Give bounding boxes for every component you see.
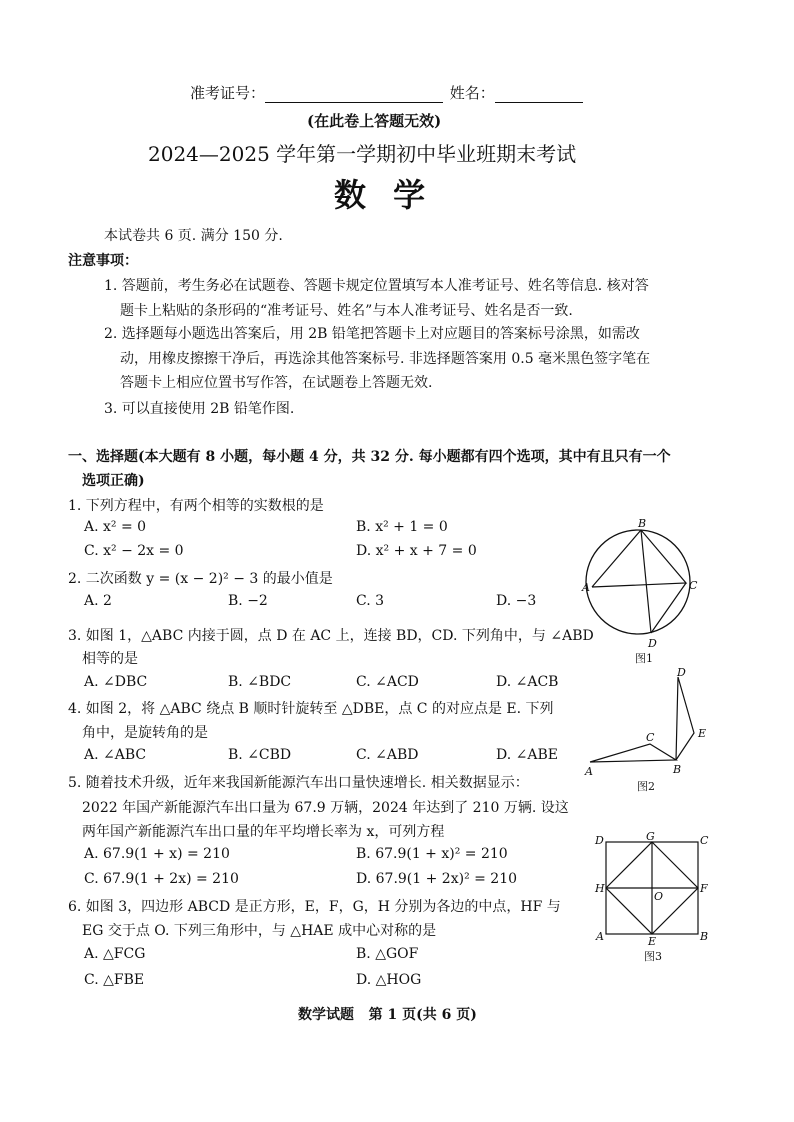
q6-option-c: C. △FBE <box>84 972 145 988</box>
notice-line: 题卡上粘贴的条形码的“准考证号、姓名”与本人准考证号、姓名是否一致. <box>120 303 573 319</box>
fig3-label: A <box>596 930 604 943</box>
q1-option-a: A. x² = 0 <box>84 519 147 535</box>
fig1-label: C <box>689 579 698 592</box>
q3-stem-cont: 相等的是 <box>82 651 138 667</box>
exam-title: 2024—2025 学年第一学期初中毕业班期末考试 <box>148 142 577 166</box>
q5-option-d: D. 67.9(1 + 2x)² = 210 <box>356 871 518 887</box>
q1-option-d: D. x² + x + 7 = 0 <box>356 543 477 559</box>
q5-option-c: C. 67.9(1 + 2x) = 210 <box>84 871 239 887</box>
fig3-label: G <box>646 830 655 843</box>
notice-line: 3. 可以直接使用 2B 铅笔作图. <box>104 401 295 417</box>
q1-stem: 1. 下列方程中，有两个相等的实数根的是 <box>68 498 324 514</box>
figure-2 <box>582 665 712 800</box>
q4-stem: 4. 如图 2，将 △ABC 绕点 B 顺时针旋转至 △DBE，点 C 的对应点是 E. 下列 <box>68 701 554 717</box>
name-label: 姓名： <box>449 84 495 102</box>
fig3-label: B <box>700 930 709 943</box>
fig2-label: D <box>677 666 686 679</box>
figure-1 <box>578 515 708 665</box>
exam-id-blank <box>265 86 443 103</box>
q5-option-b: B. 67.9(1 + x)² = 210 <box>356 846 508 862</box>
fig2-label: E <box>698 727 707 740</box>
q1-option-b: B. x² + 1 = 0 <box>356 519 448 535</box>
q2-option-b: B. −2 <box>228 593 268 609</box>
fig2-label: A <box>585 765 593 778</box>
invalid-note: (在此卷上答题无效) <box>307 112 442 130</box>
q2-option-a: A. 2 <box>84 593 112 609</box>
q6-stem-cont: EG 交于点 O. 下列三角形中，与 △HAE 成中心对称的是 <box>82 923 437 939</box>
q2-option-c: C. 3 <box>356 593 385 609</box>
q6-option-a: A. △FCG <box>84 946 146 962</box>
fig3-label: D <box>595 834 604 847</box>
q3-option-a: A. ∠DBC <box>84 674 148 690</box>
page-footer: 数学试题 第 1 页(共 6 页) <box>298 1007 477 1023</box>
q6-option-d: D. △HOG <box>356 972 422 988</box>
notice-line: 答题卡上相应位置书写作答，在试题卷上答题无效. <box>120 375 433 391</box>
fig3-label: C <box>700 834 709 847</box>
fig2-caption: 图2 <box>637 780 655 793</box>
fig3-caption: 图3 <box>644 950 662 963</box>
q2-option-d: D. −3 <box>496 593 537 609</box>
subject-title: 数 学 <box>334 176 434 214</box>
fig1-label: D <box>648 637 657 650</box>
notice-line: 动，用橡皮擦擦干净后，再选涂其他答案标号. 非选择题答案用 0.5 毫米黑色签字笔在 <box>120 351 651 367</box>
section-heading-cont: 选项正确) <box>82 473 145 489</box>
q4-option-a: A. ∠ABC <box>84 747 147 763</box>
section-heading: 一、选择题(本大题有 8 小题，每小题 4 分，共 32 分. 每小题都有四个选项，其中有且只有一个 <box>68 449 671 465</box>
q3-option-b: B. ∠BDC <box>228 674 292 690</box>
q1-option-c: C. x² − 2x = 0 <box>84 543 184 559</box>
fig1-label: B <box>638 517 647 530</box>
q5-option-a: A. 67.9(1 + x) = 210 <box>84 846 230 862</box>
notice-title: 注意事项： <box>68 253 138 269</box>
q3-option-d: D. ∠ACB <box>496 674 559 690</box>
figure-3 <box>592 828 717 968</box>
fig1-label: A <box>582 581 590 594</box>
q6-stem: 6. 如图 3，四边形 ABCD 是正方形，E，F，G，H 分别为各边的中点，HF 与 <box>68 899 561 915</box>
q4-stem-cont: 角中，是旋转角的是 <box>82 725 208 741</box>
q5-stem: 5. 随着技术升级，近年来我国新能源汽车出口量快速增长. 相关数据显示： <box>68 775 529 791</box>
q3-stem: 3. 如图 1，△ABC 内接于圆，点 D 在 AC 上，连接 BD，CD. 下列角中，与 ∠ABD <box>68 628 594 644</box>
notice-line: 1. 答题前，考生务必在试题卷、答题卡规定位置填写本人准考证号、姓名等信息. 核对答 <box>104 278 649 294</box>
q2-stem: 2. 二次函数 y = (x − 2)² − 3 的最小值是 <box>68 571 333 587</box>
fig3-label: E <box>648 935 657 948</box>
fig2-label: C <box>646 731 655 744</box>
q4-option-c: C. ∠ABD <box>356 747 419 763</box>
q6-option-b: B. △GOF <box>356 946 419 962</box>
intro-text: 本试卷共 6 页. 满分 150 分. <box>104 228 283 244</box>
fig2-label: B <box>673 763 682 776</box>
q5-stem-cont: 2022 年国产新能源汽车出口量为 67.9 万辆，2024 年达到了 210 万辆. 设这 <box>82 800 569 816</box>
fig3-label: F <box>700 882 708 895</box>
exam-id-row <box>190 82 583 103</box>
name-blank <box>495 86 583 103</box>
notice-line: 2. 选择题每小题选出答案后，用 2B 铅笔把答题卡上对应题目的答案标号涂黑，如需改 <box>104 326 640 342</box>
fig3-label: H <box>595 882 605 895</box>
q4-option-b: B. ∠CBD <box>228 747 292 763</box>
q5-stem-cont: 两年国产新能源汽车出口量的年平均增长率为 x，可列方程 <box>82 824 445 840</box>
fig1-caption: 图1 <box>635 652 653 665</box>
fig3-label: O <box>654 890 664 903</box>
exam-id-label: 准考证号： <box>190 84 266 102</box>
q4-option-d: D. ∠ABE <box>496 747 558 763</box>
q3-option-c: C. ∠ACD <box>356 674 419 690</box>
